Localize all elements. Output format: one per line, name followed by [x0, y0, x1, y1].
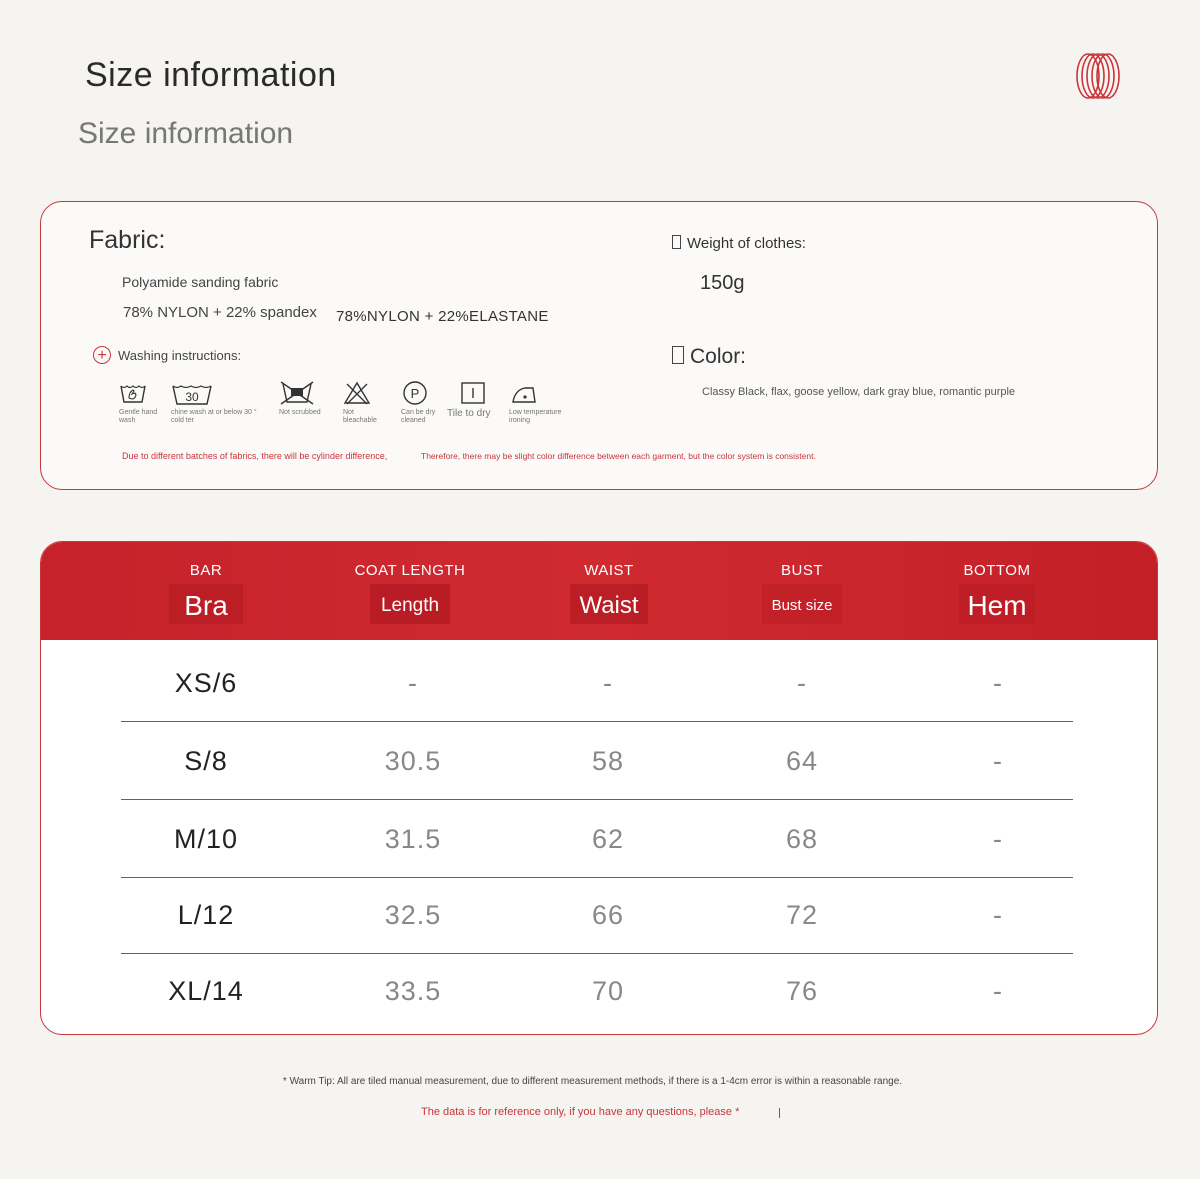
care-item: [343, 380, 387, 425]
fabric-composition-alt: 78%NYLON + 22%ELASTANE: [336, 308, 549, 325]
size-table: [40, 541, 1158, 1035]
column-header-en: WAIST: [584, 562, 634, 579]
weight-value: 150g: [700, 272, 745, 294]
table-row: [121, 644, 1073, 722]
svg-text:30: 30: [185, 390, 199, 404]
bust-cell: 68: [785, 823, 819, 854]
care-caption: Not bleachable: [343, 409, 377, 424]
care-item: [171, 380, 271, 425]
waist-cell: -: [603, 667, 613, 698]
column-header-sub: Bra: [169, 584, 243, 624]
size-cell: S/8: [184, 745, 228, 776]
dry-clean-p-icon: [401, 380, 429, 406]
care-caption: chine wash at or below 30 ° cold ter: [171, 409, 257, 424]
page-title: Size information: [85, 56, 337, 94]
hem-cell: -: [993, 899, 1003, 930]
care-item: [279, 380, 329, 417]
red-rings-icon: [1072, 50, 1124, 102]
color-label: Color:: [672, 345, 746, 369]
column-header-sub: Hem: [959, 584, 1034, 624]
no-bleach-icon: [343, 380, 371, 406]
column-header-en: BAR: [189, 562, 223, 579]
bust-cell: 72: [785, 899, 819, 930]
column-header-sub: Length: [370, 584, 450, 624]
care-item: [119, 380, 161, 425]
length-cell: 33.5: [384, 975, 442, 1006]
text-cursor-mark: [779, 1108, 780, 1118]
plus-circle-icon: +: [93, 346, 111, 364]
square-bullet-icon: [672, 346, 684, 364]
column-header-en: COAT LENGTH: [354, 562, 466, 579]
hand-wash-icon: [119, 380, 147, 406]
column-header-en: BUST: [780, 562, 823, 579]
bust-cell: -: [797, 667, 807, 698]
fabric-composition: 78% NYLON + 22% spandex: [123, 304, 317, 321]
bust-cell: 76: [785, 975, 819, 1006]
table-row: [121, 952, 1073, 1030]
table-row: [121, 876, 1073, 954]
column-header-bra: [106, 542, 306, 640]
tile-dry-icon: [459, 380, 487, 406]
fabric-label: Fabric:: [89, 226, 166, 254]
size-cell: L/12: [177, 899, 235, 930]
fabric-card: [40, 201, 1158, 490]
care-caption: Low temperature ironing: [509, 409, 562, 424]
care-caption: Tile to dry: [447, 408, 491, 419]
hem-cell: -: [993, 823, 1003, 854]
fabric-note: Due to different batches of fabrics, there will be cylinder difference,: [122, 451, 388, 461]
waist-cell: 58: [591, 745, 625, 776]
column-header-sub: Bust size: [762, 584, 842, 624]
column-header-en: BOTTOM: [963, 562, 1031, 579]
care-caption: Gentle hand wash: [119, 409, 158, 424]
color-value: Classy Black, flax, goose yellow, dark gray blue, romantic purple: [702, 386, 1016, 398]
page-subtitle: Size information: [78, 117, 294, 150]
waist-cell: 62: [591, 823, 625, 854]
fabric-description: Polyamide sanding fabric: [122, 274, 279, 290]
size-cell: XL/14: [168, 975, 244, 1006]
table-row: [121, 800, 1073, 878]
reference-note: The data is for reference only, if you have any questions, please *: [421, 1106, 740, 1118]
care-item: [401, 380, 445, 425]
square-bullet-icon: [672, 235, 681, 249]
column-header-sub: Waist: [570, 584, 648, 624]
care-item: [509, 380, 565, 425]
machine-wash-30-icon: [171, 380, 213, 406]
size-cell: M/10: [173, 823, 239, 854]
column-header-waist: [509, 542, 709, 640]
waist-cell: 70: [591, 975, 625, 1006]
no-scrub-icon: [279, 380, 315, 406]
low-iron-icon: [509, 380, 539, 406]
weight-label: Weight of clothes:: [672, 235, 806, 252]
column-header-hem: [897, 542, 1097, 640]
care-caption: Can be dry cleaned: [401, 409, 436, 424]
care-icons: [119, 380, 569, 430]
warm-tip: * Warm Tip: All are tiled manual measurement, due to different measurement methods, if there is a 1-4cm error is within a reasonable range.: [282, 1076, 903, 1087]
column-header-length: [310, 542, 510, 640]
length-cell: 31.5: [384, 823, 442, 854]
care-caption: Not scrubbed: [279, 409, 321, 416]
svg-text:P: P: [410, 386, 420, 401]
column-header-bust: [702, 542, 902, 640]
size-cell: XS/6: [174, 667, 238, 698]
hem-cell: -: [993, 667, 1003, 698]
length-cell: -: [408, 667, 418, 698]
waist-cell: 66: [591, 899, 625, 930]
hem-cell: -: [993, 975, 1003, 1006]
table-row: [121, 722, 1073, 800]
fabric-note-continued: Therefore, there may be slight color difference between each garment, but the color system is consistent.: [421, 451, 816, 461]
hem-cell: -: [993, 745, 1003, 776]
washing-label: Washing instructions:: [118, 347, 242, 363]
washing-instructions-row: [93, 346, 241, 364]
size-table-header: [41, 542, 1157, 640]
bust-cell: 64: [785, 745, 819, 776]
length-cell: 30.5: [384, 745, 442, 776]
care-item: [447, 380, 503, 419]
length-cell: 32.5: [384, 899, 442, 930]
